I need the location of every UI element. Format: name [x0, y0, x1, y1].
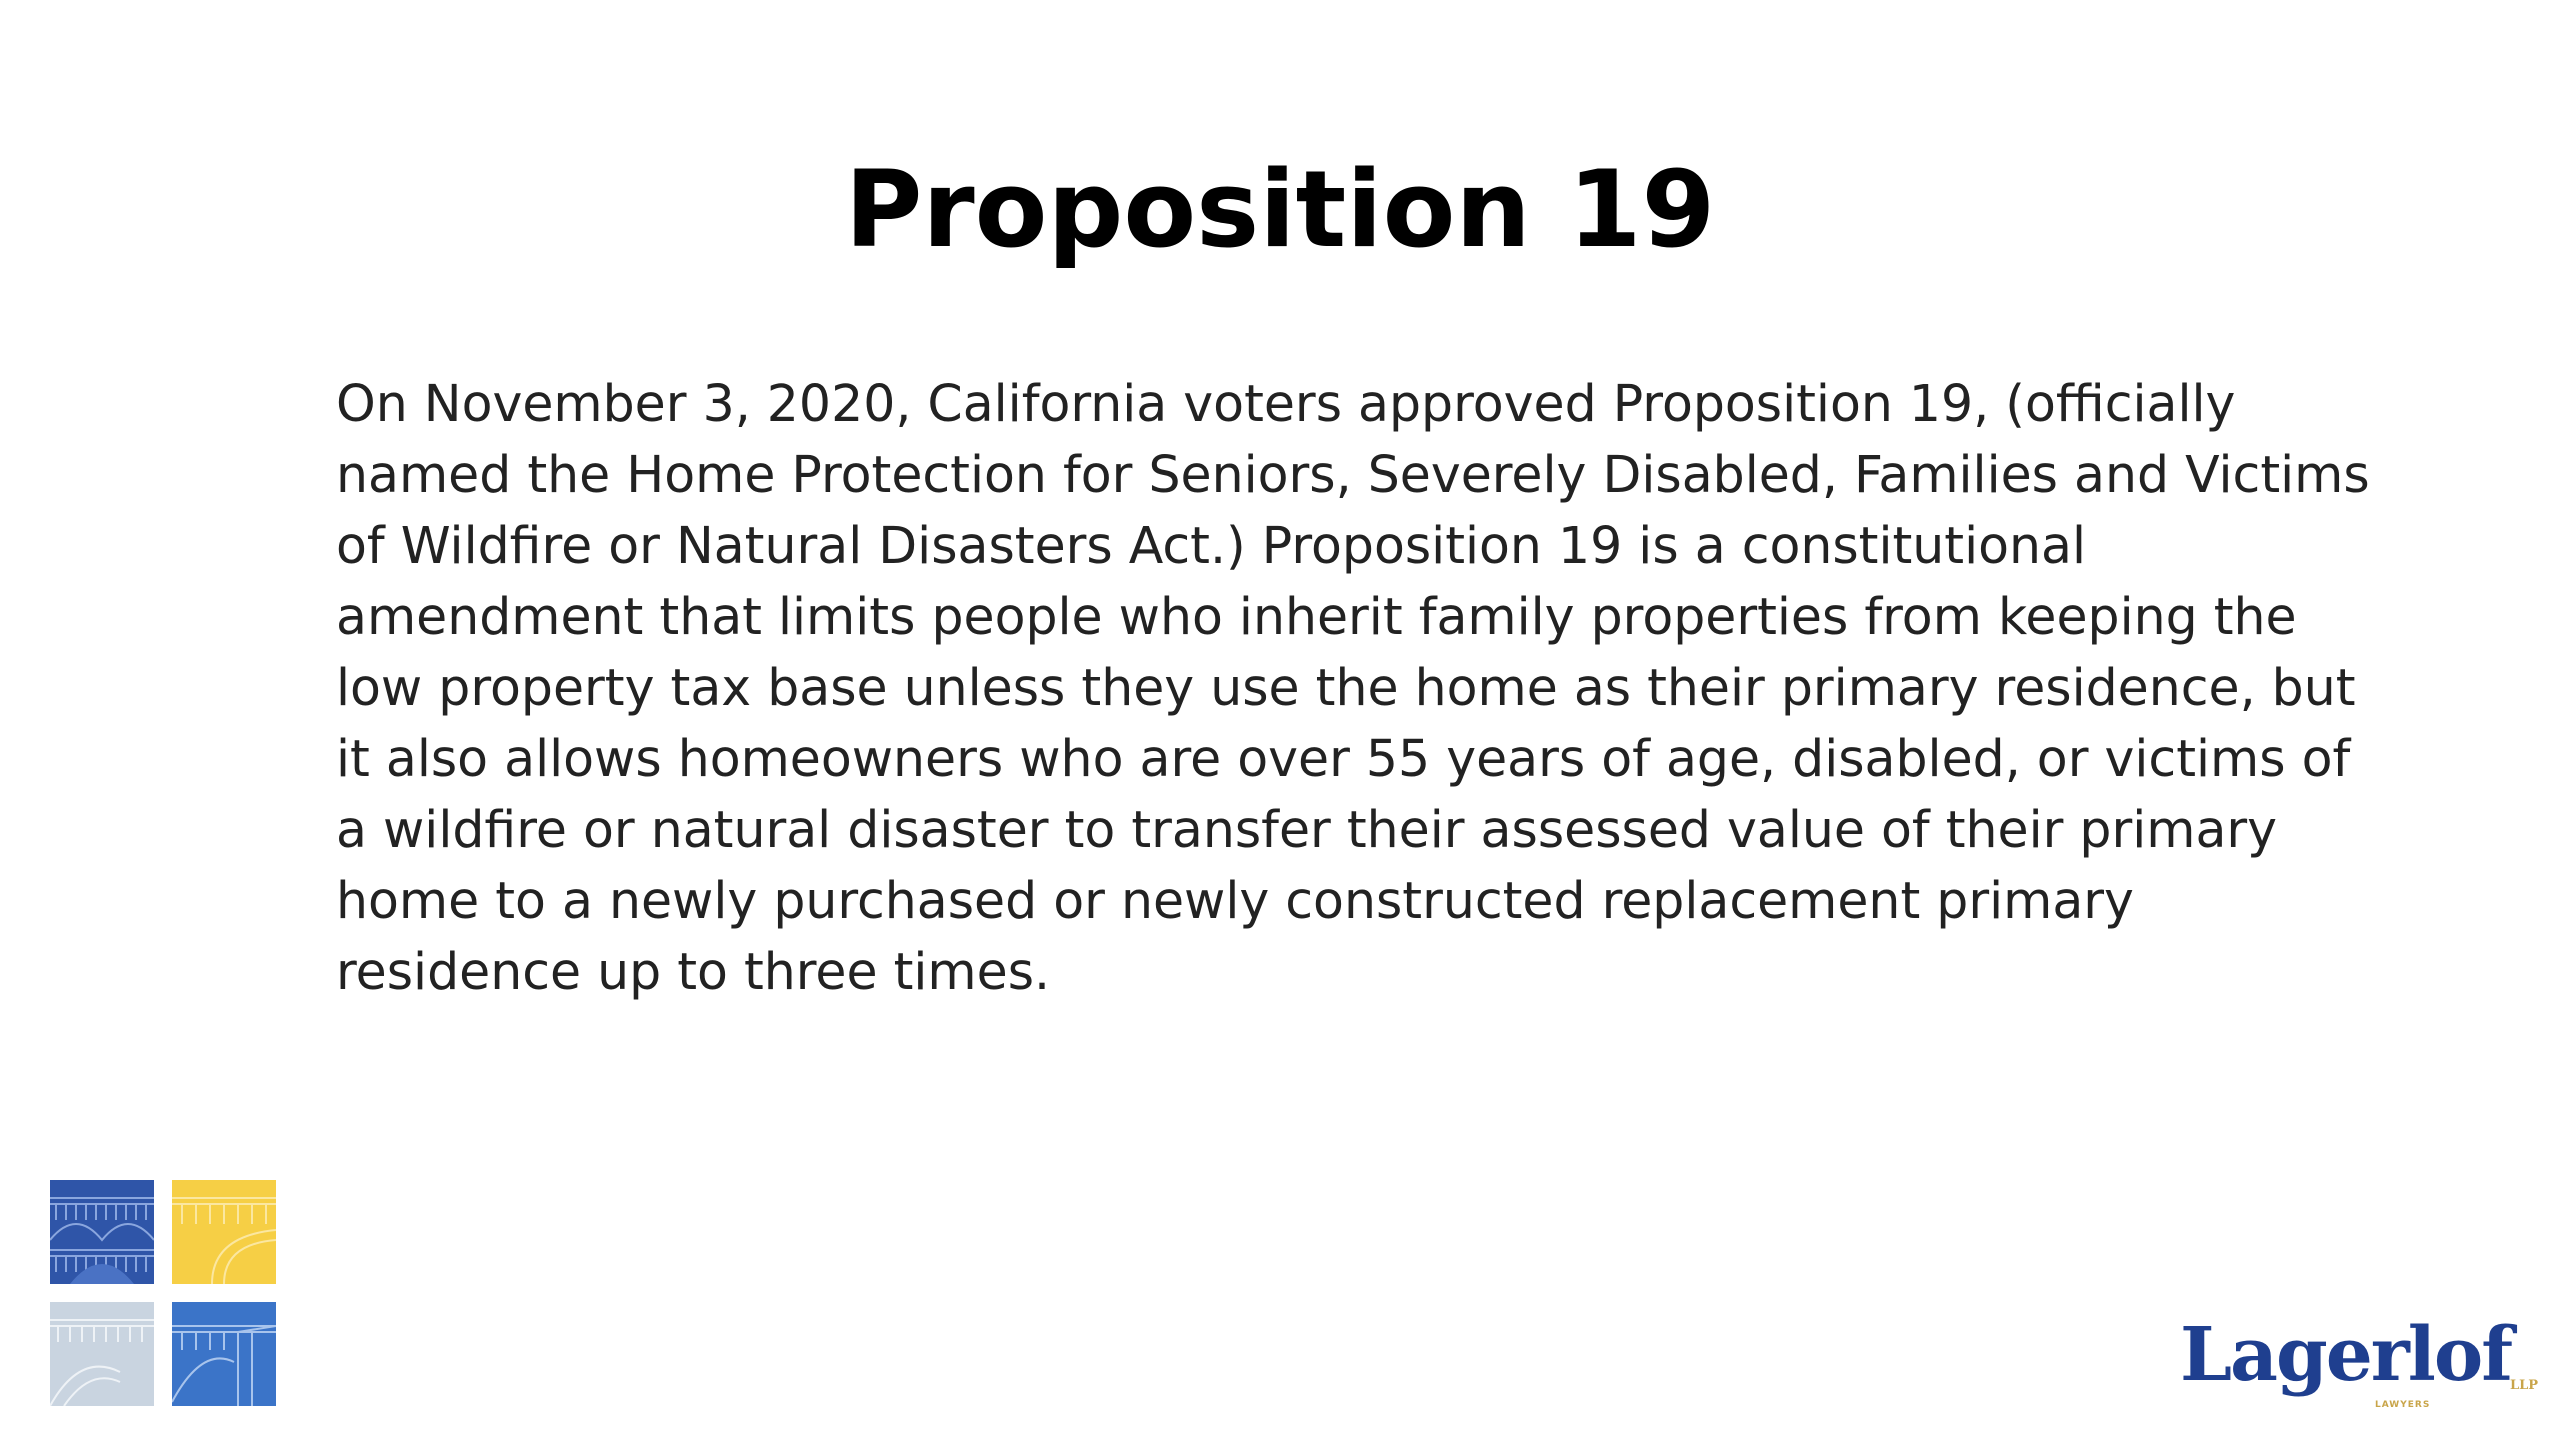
slide-body-text: On November 3, 2020, California voters approved Proposition 19, (officially named the Home Protection for Seniors, Severely Disabled, Families and Victims of Wildfire or Natural Disasters Act.) Proposition 19 is a constitutional amendment that limits people who inherit family properties from keeping the low property tax base unless they use the home as their primary residence, but it also allows homeowners who are over 55 years of age, disabled, or victims of a wildfire or natural disaster to transfer their assessed value of their primary home to a newly purchased or newly constructed replacement primary residence up to three times. — [336, 374, 2370, 1001]
company-logo — [2170, 1310, 2540, 1420]
logo-tile-yellow-icon — [172, 1180, 276, 1284]
slide-title: Proposition 19 — [844, 148, 1716, 271]
logo-tile-gray-icon — [50, 1302, 154, 1406]
company-logo-subtitle: LAWYERS — [2375, 1400, 2431, 1410]
bridge-arch-tiles-icon — [50, 1180, 276, 1406]
logo-tile-lightblue-icon — [172, 1302, 276, 1406]
logo-tile-blue-icon — [50, 1180, 154, 1284]
company-logo-name: Lagerlof — [2180, 1312, 2512, 1398]
company-logo-suffix: LLP — [2510, 1378, 2539, 1393]
